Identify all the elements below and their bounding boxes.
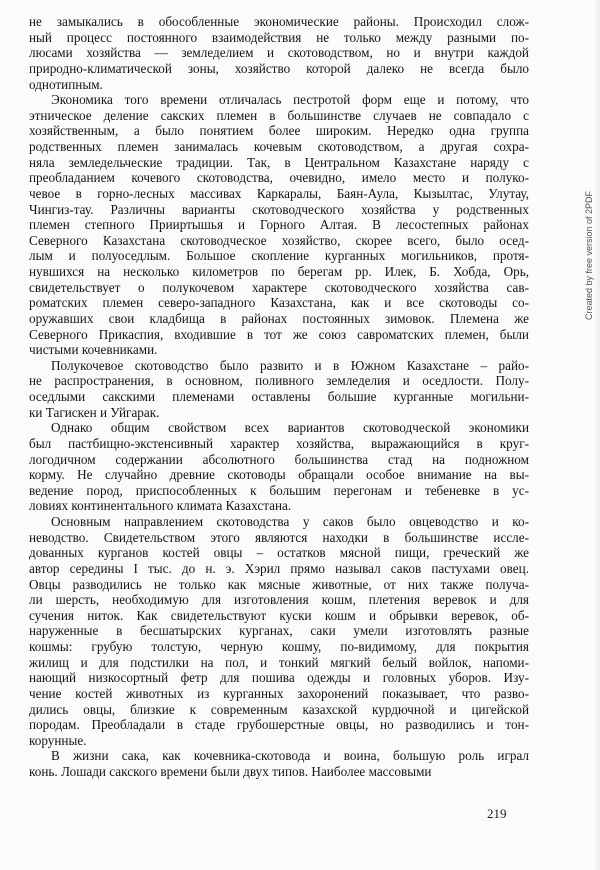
text-line: ли шерсть, необходимую для изготовления кошм, плетения веревок и для [29,592,529,608]
text-line: ведение пород, приспособленных к большим перегонам и тебеневке в ус- [29,482,529,498]
text-line: лым и полуоседлым. Большое скопление курганных могильников, протя- [29,248,529,264]
text-line: корунные. [29,732,87,748]
text-line: чевое в горно-лесных массивах Каркаралы, Баян-Аула, Кызылтас, Улутау, [29,185,529,201]
watermark-text: Created by free version of 2PDF [584,190,594,320]
text-line: этническое деление сакских племен в большинстве случаев не совпадало с [29,107,529,123]
text-line: родственных племен занималась кочевым скотоводством, а другая сохра- [29,139,529,154]
text-line: конь. Лошади сакского времени были двух типов. Наиболее массовыми [29,764,432,779]
text-line: нялa земледельческие традиции. Так, в Центральном Казахстане наряду с [29,154,529,170]
text-line: ловиях континентального климата Казахстана. [29,498,292,514]
paragraph [29,92,529,358]
text-line: преобладанием кочевого скотоводства, очевидно, имело место и полуко- [29,170,529,186]
paragraph [29,514,529,748]
text-line: оружавших свои кладбища в районах постоянных зимовок. Племена же [29,310,529,326]
text-line: автор середины I тыс. до н. э. Хэрил прямо называл саков пастухами овец. [29,560,529,576]
text-line: Северного Прикаспия, входившие в тот же союз савроматских племен, были [29,326,529,342]
text-line: племен степного Прииртышья и Горного Алтая. В лесостепных районах [29,217,529,233]
text-line: Овцы разводились не только как мясные животные, от них также получа- [29,576,529,592]
text-line: ный процесс постоянного взаимодействия не только между разными по- [29,29,529,45]
text-line: не замыкались в обособленные экономические районы. Происходил слож- [29,14,529,29]
text-line: люсами хозяйства — земледелием и скотоводством, но и внутри каждой [29,45,529,61]
text-line: В жизни сака, как кочевника-скотовода и воина, большую роль играл [51,748,529,764]
page-number: 219 [487,806,507,821]
text-line: Полукочевое скотоводство было развито и в Южном Казахстане – райо- [51,357,529,373]
text-line: дованных курганов костей овцы – остатков мясной пищи, греческий же [29,545,529,561]
text-line: природно-климатической зоны, хозяйство которой далеко не всегда было [29,60,529,76]
text-line: чистыми кочевниками. [29,342,158,358]
text-line: оседлыми сакскими племенами оставлены большие курганные могильни- [29,389,529,404]
page-edge-shadow [594,0,600,870]
text-line: чение костей животных из курганных захоронений показывает, что разво- [29,685,529,701]
text-line: сучения ниток. Как свидетельствуют куски кошм и обрывки веревок, об- [29,607,529,623]
text-line: корму. Не случайно древние скотоводы обращали особое внимание на вы- [29,467,529,483]
text-line: хозяйственным, а было понятием более широким. Нередко одна группа [29,123,529,139]
text-line: логодичном содержании абсолютного большинства стад на подножном [29,451,529,467]
text-line: роматских племен северо-западного Казахстана, как и все скотоводы со- [29,295,529,311]
text-line: Чингиз-тау. Различны варианты скотоводческого хозяйства у родственных [29,201,529,217]
text-line: нувшихся на несколько километров по берегам рр. Илек, Б. Хобда, Орь, [29,264,529,279]
text-line: Основным направлением скотоводства у саков было овцеводство и ко- [51,514,529,529]
text-line: однотипным. [29,76,103,92]
paragraph [29,358,529,421]
text-line: жилищ и для подстилки на пол, и тонкий мягкий белый войлок, напоми- [29,654,529,670]
text-line: дились овцы, близкие к современным казахской курдючной и цигейской [29,701,529,717]
body-text [29,14,529,780]
text-line: Однако общим свойством всех вариантов скотоводческой экономики [51,420,529,436]
text-line: породам. Преобладали в стаде грубошерстные овцы, но разводились и тон- [29,717,529,733]
text-line: был пастбищно-экстенсивный характер хозяйства, выражающийся в круг- [29,435,529,451]
text-line: наруженные в бесшатырских курганах, саки умели изготовлять разные [29,623,529,639]
text-line: Экономика того времени отличалась пестротой форм еще и потому, что [51,92,529,108]
text-line: неводство. Свидетельством этого являются находки в большинстве иссле- [29,529,529,545]
text-line: не распространения, в основном, поливного земледелия и оседлости. Полу- [29,373,529,389]
text-line: кошмы: грубую толстую, черную кошму, по-видимому, для покрытия [29,639,529,654]
paragraph [29,420,529,514]
text-line: ки Тагискен и Уйгарак. [29,404,160,420]
paragraph [29,748,529,779]
text-line: Северного Казахстана скотоводческое хозяйство, скорее всего, было осед- [29,232,529,248]
paragraph [29,14,529,92]
text-line: свидетельствует о полукочевом характере скотоводческого хозяйства сав- [29,279,529,295]
text-line: нающий низкосортный фетр для пошива одежды и головных уборов. Изу- [29,670,529,686]
